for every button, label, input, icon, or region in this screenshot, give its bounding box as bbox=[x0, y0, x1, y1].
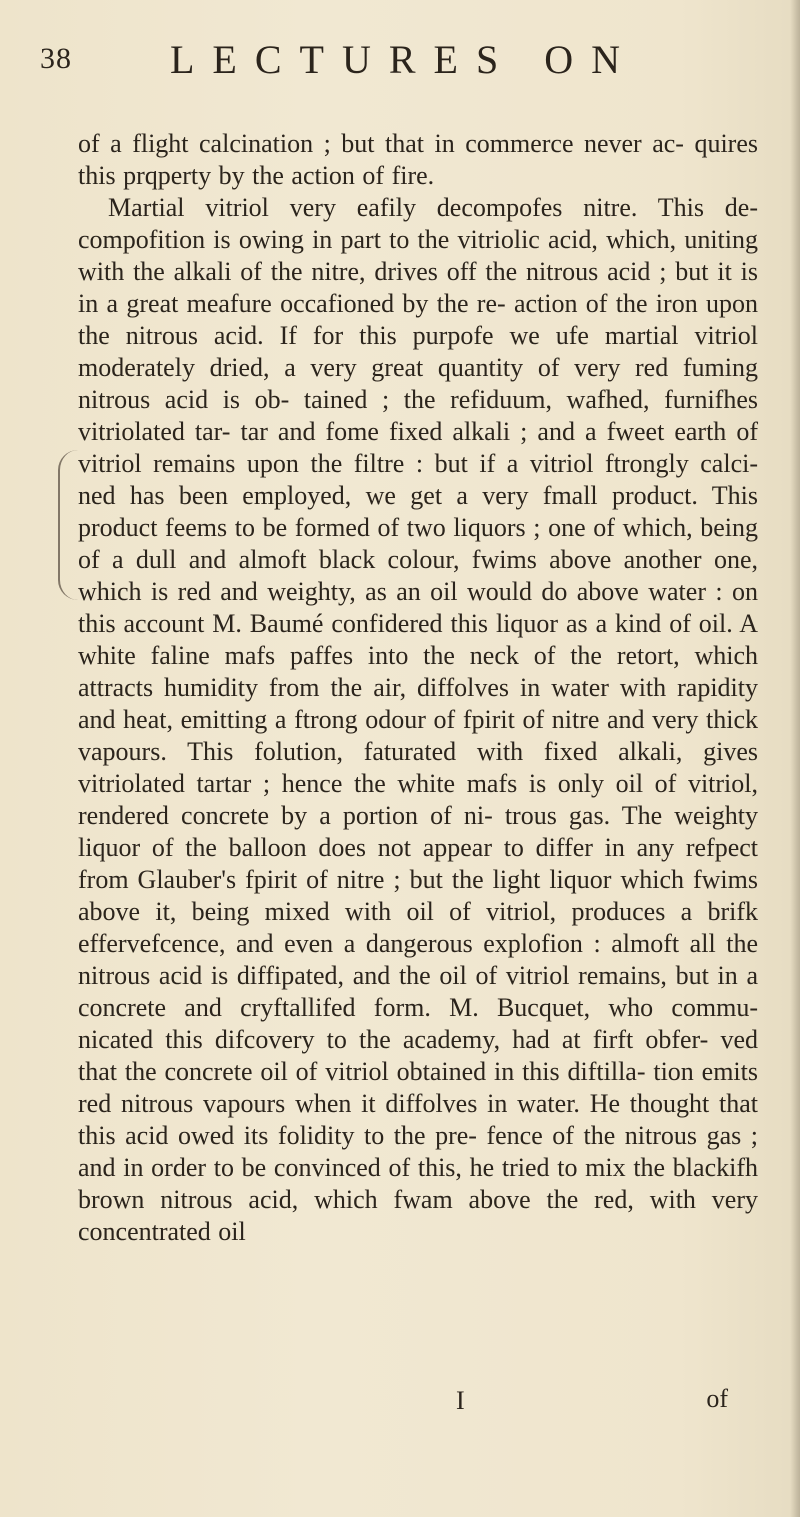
signature-mark: I bbox=[456, 1386, 465, 1415]
page-number: 38 bbox=[40, 42, 72, 75]
page-header bbox=[40, 36, 760, 96]
catchword: of bbox=[706, 1384, 728, 1413]
page-edge-shadow bbox=[790, 0, 800, 1517]
page-footer bbox=[78, 1384, 758, 1420]
paragraph-martial-vitriol: Martial vitriol very eafily decompofes nitre. This de- compofition is owing in part to the vitriolic acid, which, uniting with the alkali of the nitre, drives off the nitrous acid ; but it is in a great meafure occafioned by the re- action of the iron upon the nitrous acid. If for this purpofe we ufe martial vitriol moderately dried, a very great quantity of very red fuming nitrous acid is ob- tained ; the refiduum, wafhed, furnifhes vitriolated tar- tar and fome fixed alkali ; and a fweet earth of vitriol remains upon the filtre : but if a vitriol ftrongly calci- ned has been employed, we get a very fmall product. This product feems to be formed of two liquors ; one of which, being of a dull and almoft black colour, fwims above another one, which is red and weighty, as an oil would do above water : on this account M. Baumé confidered this liquor as a kind of oil. A white faline mafs paffes into the neck of the retort, which attracts humidity from the air, diffolves in water with rapidity and heat, emitting a ftrong odour of fpirit of nitre and very thick vapours. This folution, faturated with fixed alkali, gives vitriolated tartar ; hence the white mafs is only oil of vitriol, rendered concrete by a portion of ni- trous gas. The weighty liquor of the balloon does not appear to differ in any refpect from Glauber's fpirit of nitre ; but the light liquor which fwims above it, being mixed with oil of vitriol, produces a brifk effervefcence, and even a dangerous explofion : almoft all the nitrous acid is diffipated, and the oil of vitriol remains, but in a concrete and cryftallifed form. M. Bucquet, who commu- nicated this difcovery to the academy, had at firft obfer- ved that the concrete oil of vitriol obtained in this diftilla- tion emits red nitrous vapours when it diffolves in water. He thought that this acid owed its folidity to the pre- fence of the nitrous gas ; and in order to be convinced of this, he tried to mix the blackifh brown nitrous acid, which fwam above the red, with very concentrated oil bbox=[78, 193, 758, 1246]
paragraph-continuation: of a flight calcination ; but that in commerce never ac- quires this prqperty by the action of fire. bbox=[78, 129, 758, 190]
running-title: LECTURES ON bbox=[170, 37, 638, 82]
margin-bracket-mark bbox=[58, 450, 78, 600]
body-text bbox=[78, 128, 758, 1248]
